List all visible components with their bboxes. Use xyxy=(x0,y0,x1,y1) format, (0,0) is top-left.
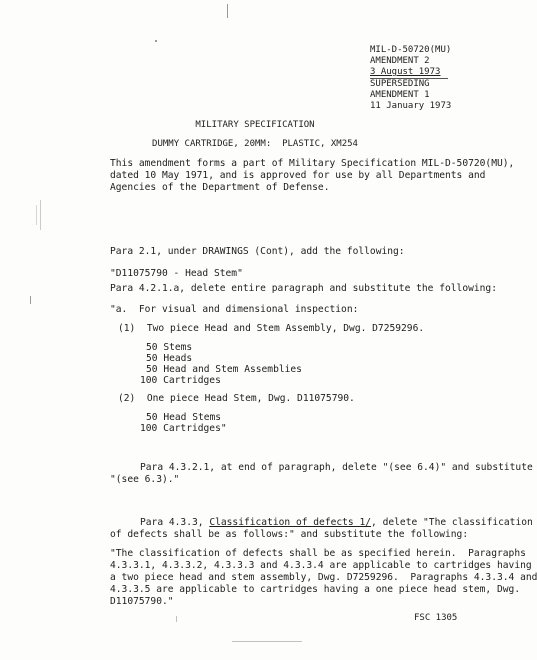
scan-mark xyxy=(36,205,37,225)
para-2-1-quote: "D11075790 - Head Stem" xyxy=(110,268,243,279)
scan-mark xyxy=(176,616,177,622)
scan-mark xyxy=(232,641,302,642)
scan-mark xyxy=(40,200,41,230)
scan-mark xyxy=(30,296,31,304)
previous-amendment: AMENDMENT 1 xyxy=(370,90,430,100)
para-4-3-3-line-1 xyxy=(140,517,533,529)
item-1: (1) Two piece Head and Stem Assembly, Dwg. D7259296. xyxy=(118,323,425,334)
list-1-item: 100 Cartridges xyxy=(140,375,221,386)
spec-title: MILITARY SPECIFICATION xyxy=(195,120,315,130)
list-2-item: 50 Head Stems xyxy=(146,412,222,423)
item-a: "a. For visual and dimensional inspection: xyxy=(110,304,359,315)
spec-subtitle: DUMMY CARTRIDGE, 20MM: PLASTIC, XM254 xyxy=(152,139,358,149)
para-4-3-3-line-2: of defects shall be as follows:" and substitute the following: xyxy=(110,529,469,540)
para-4-2-1-a-instruction: Para 4.2.1.a, delete entire paragraph and substitute the following: xyxy=(110,283,497,294)
para-4-3-3-suffix: , delete "The classification xyxy=(371,517,533,528)
para-4-3-2-1-line-1: Para 4.3.2.1, at end of paragraph, delete "(see 6.4)" and substitute xyxy=(140,462,533,473)
scan-mark xyxy=(227,4,228,18)
list-1-item: 50 Stems xyxy=(146,342,193,353)
superseding-label: SUPERSEDING xyxy=(370,79,430,89)
classification-of-defects-heading: Classification of defects 1/ xyxy=(209,517,372,528)
list-1-item: 50 Head and Stem Assemblies xyxy=(146,364,302,375)
list-2-item: 100 Cartridges" xyxy=(140,423,227,434)
para-4-3-3-prefix: Para 4.3.3, xyxy=(140,517,210,528)
quote-line: 4.3.3.5 are applicable to cartridges having a one piece head stem, Dwg. xyxy=(110,584,521,595)
quote-line: D11075790." xyxy=(110,596,174,607)
quote-line: "The classification of defects shall be as specified herein. Paragraphs xyxy=(110,548,526,559)
item-2: (2) One piece Head Stem, Dwg. D11075790. xyxy=(118,393,355,404)
previous-date: 11 January 1973 xyxy=(370,101,452,111)
amendment-date: 3 August 1973 xyxy=(370,67,441,77)
list-1-item: 50 Heads xyxy=(146,353,193,364)
quote-line: 4.3.3.1, 4.3.3.2, 4.3.3.3 and 4.3.3.4 are applicable to cartridges having xyxy=(110,560,532,571)
fsc-code: FSC 1305 xyxy=(414,613,458,623)
intro-line-2: dated 10 May 1971, and is approved for use by all Departments and xyxy=(110,170,486,181)
intro-line-1: This amendment forms a part of Military Specification MIL-D-50720(MU), xyxy=(110,158,515,169)
amendment-number: AMENDMENT 2 xyxy=(370,56,430,66)
para-2-1-instruction: Para 2.1, under DRAWINGS (Cont), add the following: xyxy=(110,246,405,257)
doc-id: MIL-D-50720(MU) xyxy=(370,45,452,55)
scan-mark xyxy=(155,40,157,42)
para-4-3-2-1-line-2: "(see 6.3)." xyxy=(110,474,180,485)
intro-line-3: Agencies of the Department of Defense. xyxy=(110,182,330,193)
quote-line: a two piece head and stem assembly, Dwg. D7259296. Paragraphs 4.3.3.4 and xyxy=(110,572,537,583)
